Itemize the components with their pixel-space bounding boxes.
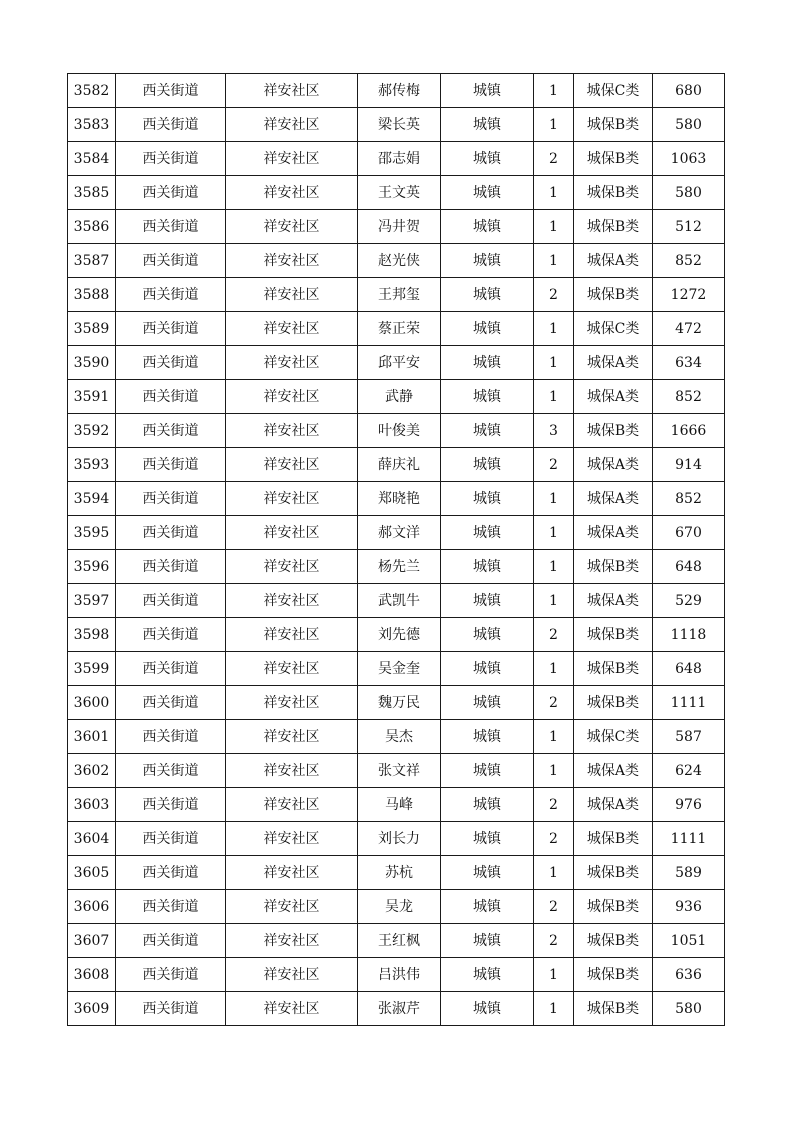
community-cell: 祥安社区	[226, 618, 358, 652]
street-cell: 西关街道	[116, 176, 226, 210]
row-id-cell: 3586	[68, 210, 116, 244]
street-cell: 西关街道	[116, 482, 226, 516]
amount-cell: 624	[653, 754, 725, 788]
row-id-cell: 3605	[68, 856, 116, 890]
household-count-cell: 1	[534, 244, 574, 278]
category-cell: 城保B类	[574, 550, 653, 584]
area-type-cell: 城镇	[441, 346, 534, 380]
table-row	[68, 822, 725, 856]
row-id-cell: 3606	[68, 890, 116, 924]
household-count-cell: 1	[534, 720, 574, 754]
household-count-cell: 1	[534, 958, 574, 992]
row-id-cell: 3609	[68, 992, 116, 1026]
household-count-cell: 1	[534, 346, 574, 380]
street-cell: 西关街道	[116, 992, 226, 1026]
amount-cell: 852	[653, 482, 725, 516]
table-row	[68, 482, 725, 516]
row-id-cell: 3594	[68, 482, 116, 516]
household-count-cell: 3	[534, 414, 574, 448]
row-id-cell: 3602	[68, 754, 116, 788]
row-id-cell: 3608	[68, 958, 116, 992]
community-cell: 祥安社区	[226, 550, 358, 584]
table-row	[68, 992, 725, 1026]
table-row	[68, 74, 725, 108]
amount-cell: 670	[653, 516, 725, 550]
amount-cell: 914	[653, 448, 725, 482]
household-count-cell: 2	[534, 448, 574, 482]
row-id-cell: 3596	[68, 550, 116, 584]
community-cell: 祥安社区	[226, 448, 358, 482]
area-type-cell: 城镇	[441, 176, 534, 210]
community-cell: 祥安社区	[226, 414, 358, 448]
category-cell: 城保B类	[574, 414, 653, 448]
table-row	[68, 958, 725, 992]
name-cell: 邱平安	[358, 346, 441, 380]
area-type-cell: 城镇	[441, 108, 534, 142]
row-id-cell: 3582	[68, 74, 116, 108]
amount-cell: 512	[653, 210, 725, 244]
amount-cell: 648	[653, 652, 725, 686]
community-cell: 祥安社区	[226, 244, 358, 278]
area-type-cell: 城镇	[441, 686, 534, 720]
community-cell: 祥安社区	[226, 924, 358, 958]
category-cell: 城保A类	[574, 448, 653, 482]
street-cell: 西关街道	[116, 720, 226, 754]
street-cell: 西关街道	[116, 788, 226, 822]
household-count-cell: 1	[534, 584, 574, 618]
household-count-cell: 2	[534, 890, 574, 924]
street-cell: 西关街道	[116, 856, 226, 890]
street-cell: 西关街道	[116, 448, 226, 482]
community-cell: 祥安社区	[226, 992, 358, 1026]
area-type-cell: 城镇	[441, 278, 534, 312]
table-row	[68, 448, 725, 482]
name-cell: 吴杰	[358, 720, 441, 754]
row-id-cell: 3592	[68, 414, 116, 448]
table-row	[68, 720, 725, 754]
street-cell: 西关街道	[116, 652, 226, 686]
household-count-cell: 2	[534, 686, 574, 720]
area-type-cell: 城镇	[441, 924, 534, 958]
household-count-cell: 2	[534, 924, 574, 958]
row-id-cell: 3598	[68, 618, 116, 652]
community-cell: 祥安社区	[226, 380, 358, 414]
community-cell: 祥安社区	[226, 856, 358, 890]
area-type-cell: 城镇	[441, 618, 534, 652]
community-cell: 祥安社区	[226, 822, 358, 856]
table-row	[68, 856, 725, 890]
category-cell: 城保B类	[574, 176, 653, 210]
name-cell: 邵志娟	[358, 142, 441, 176]
category-cell: 城保A类	[574, 788, 653, 822]
community-cell: 祥安社区	[226, 108, 358, 142]
amount-cell: 852	[653, 244, 725, 278]
table-row	[68, 346, 725, 380]
name-cell: 魏万民	[358, 686, 441, 720]
household-count-cell: 2	[534, 142, 574, 176]
amount-cell: 976	[653, 788, 725, 822]
street-cell: 西关街道	[116, 516, 226, 550]
street-cell: 西关街道	[116, 686, 226, 720]
community-cell: 祥安社区	[226, 142, 358, 176]
household-count-cell: 1	[534, 210, 574, 244]
table-row	[68, 890, 725, 924]
street-cell: 西关街道	[116, 74, 226, 108]
table-row	[68, 516, 725, 550]
household-count-cell: 2	[534, 618, 574, 652]
community-cell: 祥安社区	[226, 516, 358, 550]
name-cell: 薛庆礼	[358, 448, 441, 482]
amount-cell: 1111	[653, 822, 725, 856]
name-cell: 马峰	[358, 788, 441, 822]
category-cell: 城保A类	[574, 380, 653, 414]
row-id-cell: 3595	[68, 516, 116, 550]
amount-cell: 1118	[653, 618, 725, 652]
street-cell: 西关街道	[116, 244, 226, 278]
name-cell: 王邦玺	[358, 278, 441, 312]
community-cell: 祥安社区	[226, 958, 358, 992]
table-row	[68, 380, 725, 414]
name-cell: 冯井贺	[358, 210, 441, 244]
household-count-cell: 1	[534, 856, 574, 890]
amount-cell: 1111	[653, 686, 725, 720]
area-type-cell: 城镇	[441, 992, 534, 1026]
amount-cell: 472	[653, 312, 725, 346]
roster-body	[68, 74, 725, 1026]
category-cell: 城保B类	[574, 686, 653, 720]
community-cell: 祥安社区	[226, 176, 358, 210]
category-cell: 城保B类	[574, 958, 653, 992]
area-type-cell: 城镇	[441, 244, 534, 278]
household-count-cell: 1	[534, 380, 574, 414]
row-id-cell: 3593	[68, 448, 116, 482]
area-type-cell: 城镇	[441, 142, 534, 176]
name-cell: 王文英	[358, 176, 441, 210]
area-type-cell: 城镇	[441, 754, 534, 788]
amount-cell: 1063	[653, 142, 725, 176]
community-cell: 祥安社区	[226, 686, 358, 720]
street-cell: 西关街道	[116, 380, 226, 414]
amount-cell: 529	[653, 584, 725, 618]
community-cell: 祥安社区	[226, 482, 358, 516]
category-cell: 城保B类	[574, 278, 653, 312]
category-cell: 城保A类	[574, 754, 653, 788]
amount-cell: 589	[653, 856, 725, 890]
household-count-cell: 2	[534, 822, 574, 856]
area-type-cell: 城镇	[441, 550, 534, 584]
street-cell: 西关街道	[116, 958, 226, 992]
name-cell: 蔡正荣	[358, 312, 441, 346]
category-cell: 城保B类	[574, 108, 653, 142]
category-cell: 城保B类	[574, 142, 653, 176]
street-cell: 西关街道	[116, 890, 226, 924]
name-cell: 杨先兰	[358, 550, 441, 584]
roster-table	[67, 73, 725, 1026]
amount-cell: 580	[653, 992, 725, 1026]
name-cell: 张文祥	[358, 754, 441, 788]
household-count-cell: 1	[534, 516, 574, 550]
community-cell: 祥安社区	[226, 584, 358, 618]
row-id-cell: 3604	[68, 822, 116, 856]
name-cell: 郑晓艳	[358, 482, 441, 516]
street-cell: 西关街道	[116, 618, 226, 652]
category-cell: 城保B类	[574, 924, 653, 958]
community-cell: 祥安社区	[226, 312, 358, 346]
area-type-cell: 城镇	[441, 584, 534, 618]
amount-cell: 1272	[653, 278, 725, 312]
row-id-cell: 3607	[68, 924, 116, 958]
name-cell: 王红枫	[358, 924, 441, 958]
amount-cell: 648	[653, 550, 725, 584]
name-cell: 郝文洋	[358, 516, 441, 550]
area-type-cell: 城镇	[441, 74, 534, 108]
category-cell: 城保B类	[574, 618, 653, 652]
row-id-cell: 3585	[68, 176, 116, 210]
area-type-cell: 城镇	[441, 482, 534, 516]
household-count-cell: 1	[534, 108, 574, 142]
area-type-cell: 城镇	[441, 958, 534, 992]
name-cell: 赵光侠	[358, 244, 441, 278]
category-cell: 城保C类	[574, 720, 653, 754]
community-cell: 祥安社区	[226, 346, 358, 380]
street-cell: 西关街道	[116, 108, 226, 142]
name-cell: 张淑芹	[358, 992, 441, 1026]
row-id-cell: 3597	[68, 584, 116, 618]
table-row	[68, 244, 725, 278]
household-count-cell: 1	[534, 176, 574, 210]
table-row	[68, 754, 725, 788]
community-cell: 祥安社区	[226, 278, 358, 312]
area-type-cell: 城镇	[441, 312, 534, 346]
name-cell: 武凯牛	[358, 584, 441, 618]
household-count-cell: 1	[534, 754, 574, 788]
community-cell: 祥安社区	[226, 74, 358, 108]
street-cell: 西关街道	[116, 414, 226, 448]
household-count-cell: 2	[534, 278, 574, 312]
category-cell: 城保A类	[574, 516, 653, 550]
table-row	[68, 652, 725, 686]
row-id-cell: 3587	[68, 244, 116, 278]
table-row	[68, 142, 725, 176]
community-cell: 祥安社区	[226, 720, 358, 754]
street-cell: 西关街道	[116, 584, 226, 618]
name-cell: 刘长力	[358, 822, 441, 856]
street-cell: 西关街道	[116, 210, 226, 244]
household-count-cell: 1	[534, 482, 574, 516]
amount-cell: 587	[653, 720, 725, 754]
street-cell: 西关街道	[116, 822, 226, 856]
household-count-cell: 1	[534, 312, 574, 346]
area-type-cell: 城镇	[441, 414, 534, 448]
table-row	[68, 584, 725, 618]
community-cell: 祥安社区	[226, 890, 358, 924]
amount-cell: 580	[653, 108, 725, 142]
household-count-cell: 1	[534, 652, 574, 686]
household-count-cell: 1	[534, 992, 574, 1026]
table-row	[68, 176, 725, 210]
amount-cell: 636	[653, 958, 725, 992]
category-cell: 城保B类	[574, 210, 653, 244]
category-cell: 城保A类	[574, 244, 653, 278]
row-id-cell: 3603	[68, 788, 116, 822]
name-cell: 郝传梅	[358, 74, 441, 108]
area-type-cell: 城镇	[441, 856, 534, 890]
area-type-cell: 城镇	[441, 652, 534, 686]
name-cell: 武静	[358, 380, 441, 414]
name-cell: 刘先德	[358, 618, 441, 652]
name-cell: 吴金奎	[358, 652, 441, 686]
table-row	[68, 686, 725, 720]
row-id-cell: 3601	[68, 720, 116, 754]
row-id-cell: 3589	[68, 312, 116, 346]
table-row	[68, 550, 725, 584]
household-count-cell: 1	[534, 74, 574, 108]
row-id-cell: 3588	[68, 278, 116, 312]
amount-cell: 852	[653, 380, 725, 414]
amount-cell: 936	[653, 890, 725, 924]
street-cell: 西关街道	[116, 550, 226, 584]
category-cell: 城保C类	[574, 312, 653, 346]
community-cell: 祥安社区	[226, 210, 358, 244]
row-id-cell: 3584	[68, 142, 116, 176]
name-cell: 吕洪伟	[358, 958, 441, 992]
street-cell: 西关街道	[116, 312, 226, 346]
category-cell: 城保C类	[574, 74, 653, 108]
amount-cell: 1051	[653, 924, 725, 958]
area-type-cell: 城镇	[441, 210, 534, 244]
street-cell: 西关街道	[116, 142, 226, 176]
area-type-cell: 城镇	[441, 720, 534, 754]
household-count-cell: 1	[534, 550, 574, 584]
household-count-cell: 2	[534, 788, 574, 822]
name-cell: 苏杭	[358, 856, 441, 890]
row-id-cell: 3591	[68, 380, 116, 414]
table-row	[68, 210, 725, 244]
table-row	[68, 278, 725, 312]
area-type-cell: 城镇	[441, 822, 534, 856]
name-cell: 梁长英	[358, 108, 441, 142]
name-cell: 叶俊美	[358, 414, 441, 448]
community-cell: 祥安社区	[226, 754, 358, 788]
community-cell: 祥安社区	[226, 652, 358, 686]
category-cell: 城保B类	[574, 652, 653, 686]
area-type-cell: 城镇	[441, 516, 534, 550]
category-cell: 城保B类	[574, 856, 653, 890]
amount-cell: 580	[653, 176, 725, 210]
category-cell: 城保A类	[574, 346, 653, 380]
table-row	[68, 924, 725, 958]
community-cell: 祥安社区	[226, 788, 358, 822]
area-type-cell: 城镇	[441, 890, 534, 924]
area-type-cell: 城镇	[441, 448, 534, 482]
row-id-cell: 3600	[68, 686, 116, 720]
row-id-cell: 3599	[68, 652, 116, 686]
area-type-cell: 城镇	[441, 380, 534, 414]
table-row	[68, 788, 725, 822]
category-cell: 城保B类	[574, 822, 653, 856]
table-row	[68, 414, 725, 448]
category-cell: 城保B类	[574, 890, 653, 924]
area-type-cell: 城镇	[441, 788, 534, 822]
name-cell: 吴龙	[358, 890, 441, 924]
street-cell: 西关街道	[116, 278, 226, 312]
category-cell: 城保A类	[574, 482, 653, 516]
row-id-cell: 3583	[68, 108, 116, 142]
table-row	[68, 618, 725, 652]
category-cell: 城保B类	[574, 992, 653, 1026]
amount-cell: 680	[653, 74, 725, 108]
table-row	[68, 312, 725, 346]
row-id-cell: 3590	[68, 346, 116, 380]
street-cell: 西关街道	[116, 754, 226, 788]
amount-cell: 1666	[653, 414, 725, 448]
category-cell: 城保A类	[574, 584, 653, 618]
table-row	[68, 108, 725, 142]
amount-cell: 634	[653, 346, 725, 380]
street-cell: 西关街道	[116, 924, 226, 958]
street-cell: 西关街道	[116, 346, 226, 380]
